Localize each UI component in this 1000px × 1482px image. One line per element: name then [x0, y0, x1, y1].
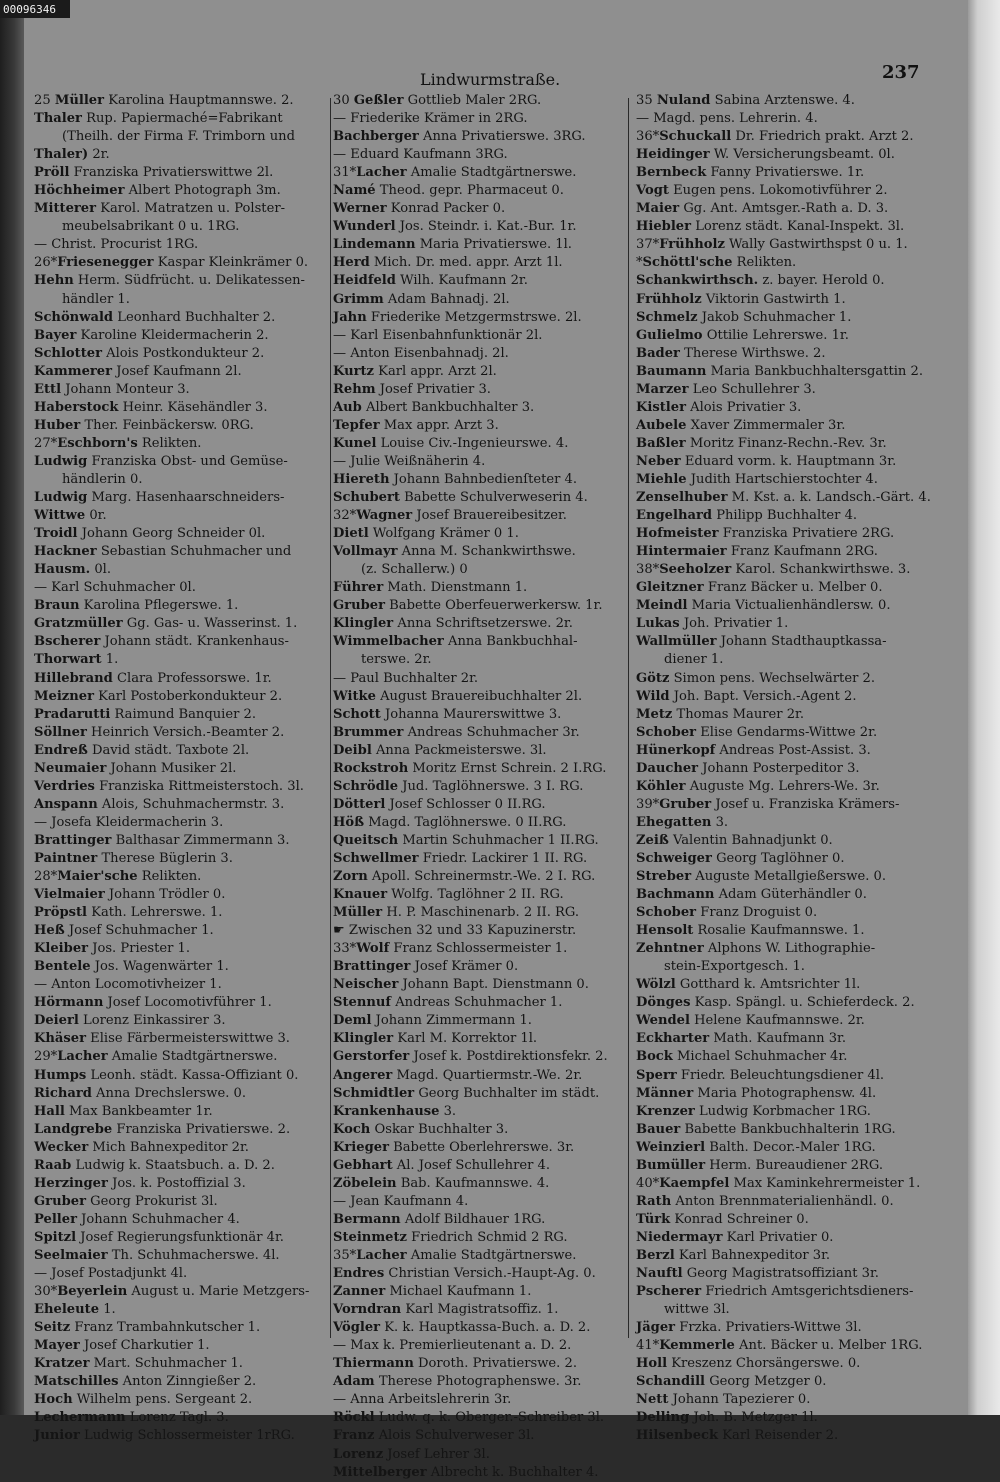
directory-entry: Franz Alois Schulverweser 3l.: [333, 1428, 535, 1444]
directory-entry: 40*Kaempfel Max Kaminkehrermeister 1.: [636, 1175, 921, 1191]
directory-entry: Streber Auguste Metallgießerswe. 0.: [636, 869, 887, 885]
page-number: 237: [882, 62, 920, 83]
directory-entry: Vogt Eugen pens. Lokomotivführer 2.: [636, 183, 888, 199]
directory-entry: Höchheimer Albert Photograph 3m.: [34, 183, 281, 199]
directory-entry: Gruber Georg Prokurist 3l.: [34, 1193, 218, 1209]
running-header: Lindwurmstraße.: [420, 70, 561, 89]
directory-entry: Sperr Friedr. Beleuchtungsdiener 4l.: [636, 1067, 885, 1083]
directory-entry: Wunderl Jos. Steindr. i. Kat.-Bur. 1r.: [333, 219, 577, 235]
directory-entry: Wimmelbacher Anna Bankbuchhal-: [333, 634, 578, 650]
directory-entry: Vögler K. k. Hauptkassa-Buch. a. D. 2.: [333, 1320, 591, 1336]
directory-entry: — Paul Buchhalter 2r.: [333, 670, 479, 686]
directory-entry: Schubert Babette Schulverweserin 4.: [333, 490, 588, 506]
directory-entry: 35 Nuland Sabina Arztenswe. 4.: [636, 93, 855, 108]
directory-entry: Stennuf Andreas Schuhmacher 1.: [333, 995, 563, 1011]
directory-entry: Pradarutti Raimund Banquier 2.: [34, 706, 257, 722]
directory-entry: Wittwe 0r.: [34, 508, 107, 524]
directory-entry: Hillebrand Clara Professorswe. 1r.: [34, 670, 272, 686]
directory-entry: Seitz Franz Trambahnkutscher 1.: [34, 1320, 261, 1336]
directory-entry: Brattinger Josef Krämer 0.: [333, 959, 519, 975]
directory-entry: Klingler Karl M. Korrektor 1l.: [333, 1031, 538, 1047]
directory-entry: Vorndran Karl Magistratsoffiz. 1.: [333, 1302, 559, 1318]
directory-entry: Nett Johann Tapezierer 0.: [636, 1392, 811, 1408]
directory-entry: Bumüller Herm. Bureaudiener 2RG.: [636, 1157, 884, 1173]
directory-entry: Klingler Anna Schriftsetzerswe. 2r.: [333, 616, 573, 632]
directory-entry: Hall Max Bankbeamter 1r.: [34, 1103, 213, 1119]
directory-entry: Daucher Johann Posterpeditor 3.: [636, 760, 860, 776]
directory-entry: Ehegatten 3.: [636, 814, 729, 830]
directory-entry: Werner Konrad Packer 0.: [333, 201, 506, 217]
directory-entry: Mittelberger Albrecht k. Buchhalter 4.: [333, 1464, 599, 1480]
directory-entry: Adam Therese Photographenswe. 3r.: [333, 1374, 582, 1390]
directory-entry: stein-Exportgesch. 1.: [664, 959, 805, 975]
directory-entry: Kammerer Josef Kaufmann 2l.: [34, 363, 242, 379]
directory-entry: Holl Kreszenz Chorsängerswe. 0.: [636, 1356, 861, 1372]
directory-entry: Matschilles Anton Zinngießer 2.: [34, 1374, 257, 1390]
directory-entry: Zehntner Alphons W. Lithographie-: [636, 941, 876, 957]
directory-entry: Bock Michael Schuhmacher 4r.: [636, 1049, 848, 1065]
directory-entry: Lukas Joh. Privatier 1.: [636, 616, 789, 632]
directory-entry: Schrödle Jud. Taglöhnerswe. 3 I. RG.: [333, 778, 584, 794]
directory-entry: *Schöttl'sche Relikten.: [636, 255, 797, 271]
directory-entry: 38*Seeholzer Karol. Schankwirthswe. 3.: [636, 562, 911, 578]
directory-entry: Nauftl Georg Magistratsoffiziant 3r.: [636, 1266, 879, 1282]
directory-entry: Deml Johann Zimmermann 1.: [333, 1013, 532, 1029]
directory-entry: Vielmaier Johann Trödler 0.: [34, 887, 226, 903]
directory-entry: Zanner Michael Kaufmann 1.: [333, 1284, 532, 1300]
directory-entry: — Julie Weißnäherin 4.: [333, 453, 486, 469]
directory-entry: Krieger Babette Oberlehrerswe. 3r.: [333, 1139, 575, 1155]
directory-entry: Kratzer Mart. Schuhmacher 1.: [34, 1356, 243, 1372]
directory-entry: 30*Beyerlein August u. Marie Metzgers-: [34, 1284, 310, 1300]
directory-entry: Eckharter Math. Kaufmann 3r.: [636, 1031, 847, 1047]
directory-entry: Jäger Frzka. Privatiers-Wittwe 3l.: [636, 1320, 862, 1336]
directory-entry: Rockstroh Moritz Ernst Schrein. 2 I.RG.: [333, 760, 607, 776]
directory-entry: Endreß David städt. Taxbote 2l.: [34, 742, 250, 758]
directory-entry: 35*Lacher Amalie Stadtgärtnerswe.: [333, 1248, 577, 1263]
directory-entry: Mitterer Karol. Matratzen u. Polster-: [34, 201, 286, 217]
directory-entry: Bscherer Johann städt. Krankenhaus-: [34, 634, 289, 650]
directory-entry: Frühholz Viktorin Gastwirth 1.: [636, 291, 846, 307]
directory-entry: Wölzl Gotthard k. Amtsrichter 1l.: [636, 977, 861, 993]
directory-entry: Schott Johanna Maurerswittwe 3.: [333, 706, 562, 722]
directory-entry: Kurtz Karl appr. Arzt 2l.: [333, 363, 497, 379]
directory-entry: Thaler Rup. Papiermaché=Fabrikant: [34, 111, 283, 127]
directory-entry: Schandill Georg Metzger 0.: [636, 1374, 827, 1390]
directory-entry: Dötterl Josef Schlosser 0 II.RG.: [333, 796, 546, 812]
directory-entry: Schmidtler Georg Buchhalter im städt.: [333, 1085, 600, 1101]
directory-entry: wittwe 3l.: [664, 1302, 730, 1318]
page-edge: [968, 0, 1000, 1415]
directory-entry: 26*Friesenegger Kaspar Kleinkrämer 0.: [34, 255, 309, 271]
directory-entry: 25 Müller Karolina Hauptmannswe. 2.: [34, 93, 294, 108]
directory-entry: — Karl Schuhmacher 0l.: [34, 580, 196, 596]
directory-entry: 37*Frühholz Wally Gastwirthspst 0 u. 1.: [636, 237, 908, 253]
directory-entry: 33*Wolf Franz Schlossermeister 1.: [333, 941, 568, 957]
directory-entry: Hörmann Josef Locomotivführer 1.: [34, 995, 272, 1011]
directory-entry: Hackner Sebastian Schuhmacher und: [34, 544, 292, 560]
directory-entry: Meizner Karl Postoberkondukteur 2.: [34, 688, 283, 704]
directory-entry: Zorn Apoll. Schreinermstr.-We. 2 I. RG.: [333, 869, 596, 885]
directory-entry: Engelhard Philipp Buchhalter 4.: [636, 508, 858, 524]
directory-entry: Söllner Heinrich Versich.-Beamter 2.: [34, 724, 285, 740]
directory-entry: 29*Lacher Amalie Stadtgärtnerswe.: [34, 1049, 278, 1065]
directory-entry: Bachberger Anna Privatierswe. 3RG.: [333, 129, 586, 145]
directory-entry: Seelmaier Th. Schuhmacherswe. 4l.: [34, 1248, 280, 1263]
directory-entry: 36*Schuckall Dr. Friedrich prakt. Arzt 2.: [636, 129, 914, 145]
directory-entry: Gulielmo Ottilie Lehrerswe. 1r.: [636, 327, 849, 343]
directory-entry: Ettl Johann Monteur 3.: [34, 381, 190, 397]
directory-entry: Lindemann Maria Privatierswe. 1l.: [333, 237, 572, 253]
directory-entry: Neischer Johann Bapt. Dienstmann 0.: [333, 977, 589, 993]
directory-entry: Zöbelein Bab. Kaufmannswe. 4.: [333, 1175, 550, 1191]
directory-entry: — Eduard Kaufmann 3RG.: [333, 147, 508, 163]
directory-entry: Ludwig Franziska Obst- und Gemüse-: [34, 453, 288, 469]
directory-entry: Hilsenbeck Karl Reisender 2.: [636, 1428, 839, 1444]
directory-entry: Berzl Karl Bahnexpeditor 3r.: [636, 1248, 831, 1263]
directory-entry: Troidl Johann Georg Schneider 0l.: [34, 526, 266, 542]
directory-entry: — Karl Eisenbahnfunktionär 2l.: [333, 327, 543, 343]
directory-entry: Männer Maria Photographensw. 4l.: [636, 1085, 877, 1101]
directory-entry: Raab Ludwig k. Staatsbuch. a. D. 2.: [34, 1157, 275, 1173]
directory-entry: Lorenz Josef Lehrer 3l.: [333, 1446, 490, 1462]
directory-entry: Thiermann Doroth. Privatierswe. 2.: [333, 1356, 577, 1372]
directory-entry: Pröll Franziska Privatierswittwe 2l.: [34, 165, 274, 181]
directory-entry: händlerin 0.: [62, 471, 143, 487]
directory-entry: Schönwald Leonhard Buchhalter 2.: [34, 309, 276, 325]
directory-entry: Heidfeld Wilh. Kaufmann 2r.: [333, 273, 528, 289]
directory-entry: 28*Maier'sche Relikten.: [34, 869, 202, 885]
directory-entry: Kistler Alois Privatier 3.: [636, 399, 802, 415]
directory-entry: Maier Gg. Ant. Amtsger.-Rath a. D. 3.: [636, 201, 889, 217]
directory-entry: Zeiß Valentin Bahnadjunkt 0.: [636, 832, 833, 848]
directory-entry: 30 Geßler Gottlieb Maler 2RG.: [333, 93, 542, 108]
directory-entry: Kunel Louise Civ.-Ingenieurswe. 4.: [333, 435, 569, 451]
directory-entry: Götz Simon pens. Wechselwärter 2.: [636, 670, 875, 686]
directory-entry: Deierl Lorenz Einkassirer 3.: [34, 1013, 226, 1029]
directory-entry: Hiebler Lorenz städt. Kanal-Inspekt. 3l.: [636, 219, 905, 235]
directory-entry: — Friederike Krämer in 2RG.: [333, 111, 528, 127]
directory-entry: meubelsabrikant 0 u. 1RG.: [62, 219, 240, 235]
directory-entry: — Anton Eisenbahnadj. 2l.: [333, 345, 509, 361]
directory-entry: Baßler Moritz Finanz-Rechn.-Rev. 3r.: [636, 435, 887, 451]
directory-entry: Türk Konrad Schreiner 0.: [636, 1211, 809, 1227]
directory-entry: Marzer Leo Schullehrer 3.: [636, 381, 816, 397]
directory-entry: Schober Franz Droguist 0.: [636, 905, 818, 921]
directory-entry: Wallmüller Johann Stadthauptkassa-: [636, 634, 887, 650]
directory-entry: Gerstorfer Josef k. Postdirektionsfekr. 2.: [333, 1049, 608, 1065]
directory-entry: Köhler Auguste Mg. Lehrers-We. 3r.: [636, 778, 880, 794]
directory-entry: Tepfer Max appr. Arzt 3.: [333, 417, 499, 433]
directory-entry: Delling Joh. B. Metzger 1l.: [636, 1410, 818, 1426]
directory-entry: Herd Mich. Dr. med. appr. Arzt 1l.: [333, 255, 563, 271]
directory-entry: — Magd. pens. Lehrerin. 4.: [636, 111, 818, 127]
directory-entry: Khäser Elise Färbermeisterswittwe 3.: [34, 1031, 290, 1047]
directory-entry: Hensolt Rosalie Kaufmannswe. 1.: [636, 923, 865, 939]
directory-entry: Krankenhause 3.: [333, 1103, 457, 1119]
directory-entry: Endres Christian Versich.-Haupt-Ag. 0.: [333, 1266, 596, 1282]
directory-entry: Hausm. 0l.: [34, 562, 112, 578]
directory-entry: Weinzierl Balth. Decor.-Maler 1RG.: [636, 1139, 876, 1155]
directory-entry: Grimm Adam Bahnadj. 2l.: [333, 291, 510, 307]
directory-entry: 39*Gruber Josef u. Franziska Krämers-: [636, 796, 900, 812]
directory-entry: Verdries Franziska Rittmeisterstoch. 3l.: [34, 778, 304, 794]
directory-entry: Bermann Adolf Bildhauer 1RG.: [333, 1211, 546, 1227]
directory-entry: — Max k. Premierlieutenant a. D. 2.: [333, 1338, 572, 1354]
directory-entry: Baumann Maria Bankbuchhaltersgattin 2.: [636, 363, 924, 379]
directory-entry: Haberstock Heinr. Käsehändler 3.: [34, 399, 268, 415]
directory-entry: Schlotter Alois Postkondukteur 2.: [34, 345, 265, 361]
directory-entry: Metz Thomas Maurer 2r.: [636, 706, 805, 722]
directory-entry: Brummer Andreas Schuhmacher 3r.: [333, 724, 580, 740]
directory-entry: Anspann Alois, Schuhmachermstr. 3.: [34, 796, 285, 812]
directory-entry: Wild Joh. Bapt. Versich.-Agent 2.: [636, 688, 857, 704]
directory-entry: Wendel Helene Kaufmannswe. 2r.: [636, 1013, 865, 1029]
directory-entry: Thaler) 2r.: [34, 147, 110, 163]
directory-entry: Bader Therese Wirthswe. 2.: [636, 345, 826, 361]
directory-entry: Führer Math. Dienstmann 1.: [333, 580, 528, 596]
directory-entry: Ludwig Marg. Hasenhaarschneiders-: [34, 490, 285, 506]
directory-entry: Neber Eduard vorm. k. Hauptmann 3r.: [636, 453, 897, 469]
directory-entry: Neumaier Johann Musiker 2l.: [34, 760, 237, 776]
directory-entry: Hintermaier Franz Kaufmann 2RG.: [636, 544, 878, 560]
directory-entry: Deibl Anna Packmeisterswe. 3l.: [333, 742, 547, 758]
archive-code: 00096346: [0, 0, 70, 18]
directory-entry: Paintner Therese Büglerin 3.: [34, 850, 233, 866]
directory-entry: Dönges Kasp. Spängl. u. Schieferdeck. 2.: [636, 995, 915, 1011]
directory-entry: Hehn Herm. Südfrücht. u. Delikatessen-: [34, 273, 305, 289]
directory-entry: Aubele Xaver Zimmermaler 3r.: [636, 417, 846, 433]
directory-entry: Heidinger W. Versicherungsbeamt. 0l.: [636, 147, 895, 163]
directory-entry: Knauer Wolfg. Taglöhner 2 II. RG.: [333, 887, 564, 903]
directory-entry: — Anna Arbeitslehrerin 3r.: [333, 1392, 512, 1408]
directory-entry: Koch Oskar Buchhalter 3.: [333, 1121, 509, 1137]
directory-entry: Jahn Friederike Metzgermstrswe. 2l.: [333, 309, 582, 325]
directory-entry: Eheleute 1.: [34, 1302, 116, 1318]
directory-entry: Hünerkopf Andreas Post-Assist. 3.: [636, 742, 871, 758]
directory-entry: Hofmeister Franziska Privatiere 2RG.: [636, 526, 895, 542]
directory-entry: Gebhart Al. Josef Schullehrer 4.: [333, 1157, 551, 1173]
directory-entry: Hoch Wilhelm pens. Sergeant 2.: [34, 1392, 253, 1408]
directory-entry: Brattinger Balthasar Zimmermann 3.: [34, 832, 290, 848]
directory-entry: Wecker Mich Bahnexpeditor 2r.: [34, 1139, 249, 1155]
directory-entry: — Anton Locomotivheizer 1.: [34, 977, 222, 993]
directory-entry: Niedermayr Karl Privatier 0.: [636, 1229, 834, 1245]
directory-entry: 41*Kemmerle Ant. Bäcker u. Melber 1RG.: [636, 1338, 923, 1354]
directory-entry: Braun Karolina Pflegerswe. 1.: [34, 598, 239, 614]
directory-entry: Rath Anton Brennmaterialienhändl. 0.: [636, 1193, 894, 1209]
directory-entry: Pscherer Friedrich Amtsgerichtsdieners-: [636, 1284, 914, 1300]
directory-entry: 27*Eschborn's Relikten.: [34, 435, 202, 451]
directory-entry: Dietl Wolfgang Krämer 0 1.: [333, 526, 519, 542]
directory-entry: Thorwart 1.: [34, 652, 119, 668]
column-2: [333, 92, 625, 1482]
directory-entry: Heß Josef Schuhmacher 1.: [34, 923, 214, 939]
directory-entry: Bayer Karoline Kleidermacherin 2.: [34, 327, 269, 343]
directory-entry: ☛ Zwischen 32 und 33 Kapuzinerstr.: [333, 923, 577, 939]
directory-entry: Richard Anna Drechslerswe. 0.: [34, 1085, 247, 1101]
book-gutter: [0, 0, 24, 1415]
directory-entry: Zenselhuber M. Kst. a. k. Landsch.-Gärt. 4.: [636, 490, 931, 506]
directory-entry: diener 1.: [664, 652, 724, 668]
directory-entry: Höß Magd. Taglöhnerswe. 0 II.RG.: [333, 814, 567, 830]
directory-entry: 31*Lacher Amalie Stadtgärtnerswe.: [333, 165, 577, 181]
directory-entry: Müller H. P. Maschinenarb. 2 II. RG.: [333, 905, 580, 921]
directory-entry: Witke August Brauereibuchhalter 2l.: [333, 688, 583, 704]
column-rule-2: [628, 98, 629, 1338]
directory-entry: Bauer Babette Bankbuchhalterin 1RG.: [636, 1121, 896, 1137]
directory-entry: Schwellmer Friedr. Lackirer 1 II. RG.: [333, 850, 588, 866]
column-1: [34, 92, 332, 1446]
directory-entry: — Josef Postadjunkt 4l.: [34, 1266, 188, 1282]
directory-entry: Bernbeck Fanny Privatierswe. 1r.: [636, 165, 865, 181]
directory-entry: Schankwirthsch. z. bayer. Herold 0.: [636, 273, 885, 289]
directory-entry: Kleiber Jos. Priester 1.: [34, 941, 191, 957]
directory-entry: terswe. 2r.: [361, 652, 432, 668]
directory-entry: Aub Albert Bankbuchhalter 3.: [333, 399, 535, 415]
directory-entry: Angerer Magd. Quartiermstr.-We. 2r.: [333, 1067, 583, 1083]
directory-entry: Lechermann Lorenz Tagl. 3.: [34, 1410, 229, 1426]
directory-entry: 32*Wagner Josef Brauereibesitzer.: [333, 508, 567, 524]
directory-entry: Gratzmüller Gg. Gas- u. Wasserinst. 1.: [34, 616, 298, 632]
directory-entry: Junior Ludwig Schlossermeister 1rRG.: [34, 1428, 295, 1444]
column-3: [636, 92, 932, 1446]
directory-entry: Schober Elise Gendarms-Wittwe 2r.: [636, 724, 878, 740]
directory-entry: — Jean Kaufmann 4.: [333, 1193, 469, 1209]
directory-entry: Krenzer Ludwig Korbmacher 1RG.: [636, 1103, 871, 1119]
directory-entry: Gruber Babette Oberfeuerwerkersw. 1r.: [333, 598, 603, 614]
directory-entry: Meindl Maria Victualienhändlersw. 0.: [636, 598, 891, 614]
directory-entry: Rehm Josef Privatier 3.: [333, 381, 491, 397]
directory-entry: Bachmann Adam Güterhändler 0.: [636, 887, 867, 903]
directory-entry: Miehle Judith Hartschierstochter 4.: [636, 471, 878, 487]
directory-entry: — Josefa Kleidermacherin 3.: [34, 814, 224, 830]
directory-entry: Steinmetz Friedrich Schmid 2 RG.: [333, 1229, 568, 1245]
directory-entry: (Theilh. der Firma F. Trimborn und: [62, 129, 295, 145]
directory-entry: Schmelz Jakob Schuhmacher 1.: [636, 309, 852, 325]
directory-entry: händler 1.: [62, 291, 130, 307]
directory-entry: Vollmayr Anna M. Schankwirthswe.: [333, 544, 576, 560]
directory-entry: (z. Schallerw.) 0: [361, 562, 468, 578]
directory-entry: — Christ. Procurist 1RG.: [34, 237, 199, 253]
directory-entry: Herzinger Jos. k. Postoffizial 3.: [34, 1175, 246, 1191]
directory-entry: Schweiger Georg Taglöhner 0.: [636, 850, 845, 866]
directory-entry: Queitsch Martin Schuhmacher 1 II.RG.: [333, 832, 599, 848]
directory-entry: Spitzl Josef Regierungsfunktionär 4r.: [34, 1229, 284, 1245]
directory-entry: Mayer Josef Charkutier 1.: [34, 1338, 210, 1354]
directory-entry: Humps Leonh. städt. Kassa-Offiziant 0.: [34, 1067, 299, 1083]
directory-entry: Huber Ther. Feinbäckersw. 0RG.: [34, 417, 254, 433]
directory-entry: Namé Theod. gepr. Pharmaceut 0.: [333, 183, 564, 199]
directory-entry: Gleitzner Franz Bäcker u. Melber 0.: [636, 580, 883, 596]
directory-entry: Bentele Jos. Wagenwärter 1.: [34, 959, 229, 975]
directory-entry: Röckl Ludw. q. k. Oberger.-Schreiber 3l.: [333, 1410, 605, 1426]
directory-entry: Hiereth Johann Bahnbedienſteter 4.: [333, 471, 578, 487]
directory-entry: Peller Johann Schuhmacher 4.: [34, 1211, 240, 1227]
directory-entry: Pröpstl Kath. Lehrerswe. 1.: [34, 905, 223, 921]
directory-entry: Landgrebe Franziska Privatierswe. 2.: [34, 1121, 291, 1137]
